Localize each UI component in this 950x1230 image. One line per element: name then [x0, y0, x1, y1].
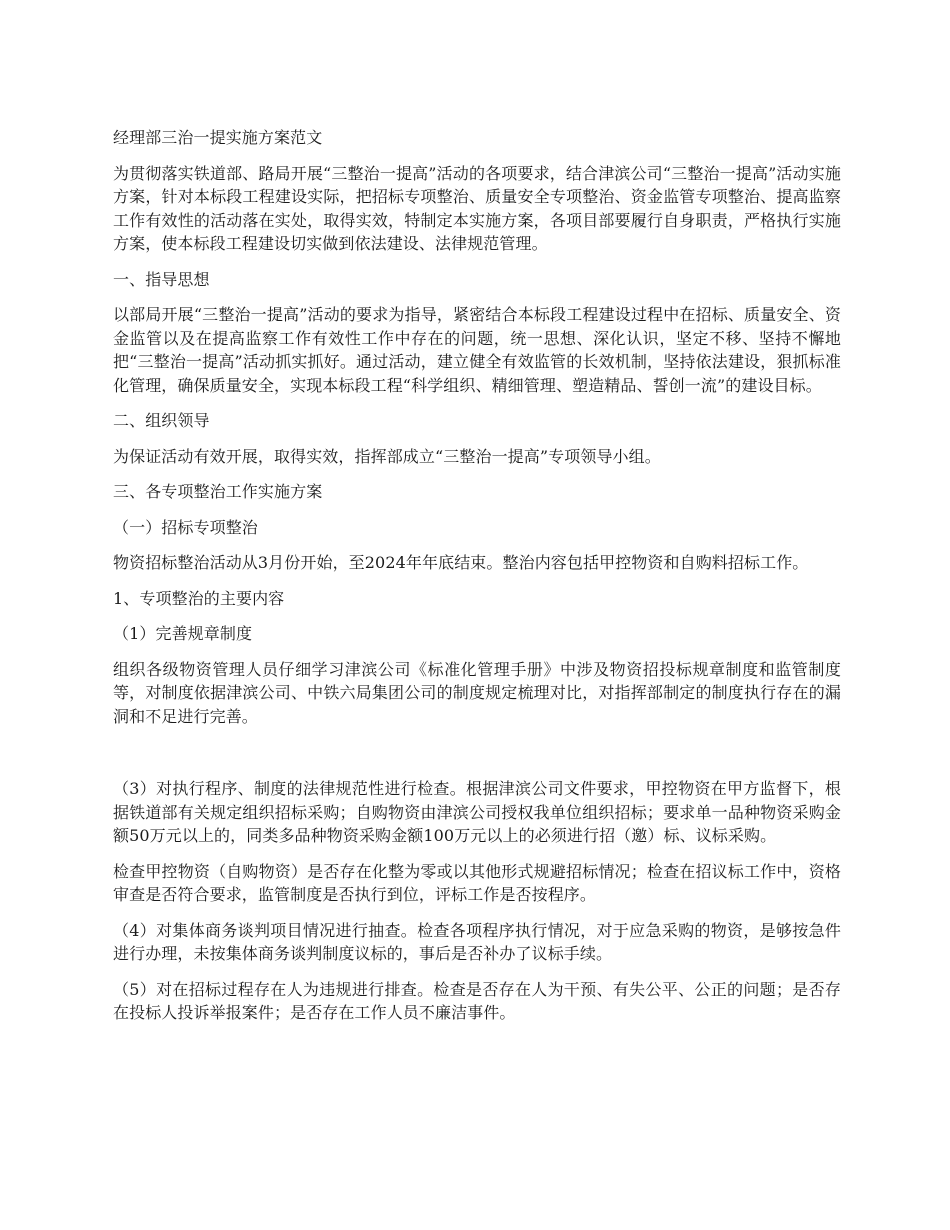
- materials-check-paragraph: 检查甲控物资（自购物资）是否存在化整为零或以其他形式规避招标情况；检查在招议标工作中，资格审查是否符合要求，监管制度是否执行到位，评标工作是否按程序。: [113, 861, 841, 904]
- procedure-check-paragraph: （3）对执行程序、制度的法律规范性进行检查。根据津滨公司文件要求，甲控物资在甲方监督下，根据铁道部有关规定组织招标采购；自购物资由津滨公司授权我单位组织招标；要求单一品种物资采购金额50万元以上的，同类多品种物资采购金额100万元以上的必须进行招（邀）标、议标采购。: [113, 779, 841, 845]
- negotiation-check-paragraph: （4）对集体商务谈判项目情况进行抽查。检查各项程序执行情况，对于应急采购的物资，是够按急件进行办理，未按集体商务谈判制度议标的，事后是否补办了议标手续。: [113, 920, 841, 963]
- organization-paragraph: 为保证活动有效开展，取得实效，指挥部成立“三整治一提高”专项领导小组。: [113, 446, 661, 466]
- section-heading-organization: 二、组织领导: [113, 411, 210, 430]
- tender-scope-paragraph: 物资招标整治活动从3月份开始，至2024年年底结束。整治内容包括甲控物资和自购料招标工作。: [113, 553, 809, 572]
- section-heading-guiding-ideology: 一、指导思想: [113, 269, 210, 289]
- document-body: [113, 126, 841, 1037]
- violation-check-paragraph: （5）对在招标过程存在人为违规进行排查。检查是否存在人为干预、有失公平、公正的问题；是否存在投标人投诉举报案件；是否存在工作人员不廉洁事件。: [113, 979, 841, 1022]
- item-heading-rules: （1）完善规章制度: [113, 624, 253, 643]
- rules-paragraph: 组织各级物资管理人员仔细学习津滨公司《标准化管理手册》中涉及物资招投标规章制度和监管制度等，对制度依据津滨公司、中铁六局集团公司的制度规定梳理对比，对指挥部制定的制度执行存在的漏洞和不足进行完善。: [113, 659, 841, 726]
- section-heading-implementation: 三、各专项整治工作实施方案: [113, 482, 323, 501]
- guiding-ideology-paragraph: 以部局开展“三整治一提高”活动的要求为指导，紧密结合本标段工程建设过程中在招标、质量安全、资金监管以及在提高监察工作有效性工作中存在的问题，统一思想、深化认识，坚定不移、坚持不懈地把“三整治一提高”活动抓实抓好。通过活动，建立健全有效监管的长效机制，坚持依法建设，狠抓标准化管理，确保质量安全，实现本标段工程“科学组织、精细管理、塑造精品、誓创一流”的建设目标。: [113, 305, 841, 395]
- subsection-heading-tender: （一）招标专项整治: [113, 517, 258, 537]
- item-heading-main-content: 1、专项整治的主要内容: [113, 588, 285, 608]
- intro-paragraph: 为贯彻落实铁道部、路局开展“三整治一提高”活动的各项要求，结合津滨公司“三整治一提高”活动实施方案，针对本标段工程建设实际，把招标专项整治、质量安全专项整治、资金监管专项整治、提高监察工作有效性的活动落在实处，取得实效，特制定本实施方案，各项目部要履行自身职责，严格执行实施方案，使本标段工程建设切实做到依法建设、法律规范管理。: [113, 163, 841, 253]
- document-title: 经理部三治一提实施方案范文: [113, 128, 323, 147]
